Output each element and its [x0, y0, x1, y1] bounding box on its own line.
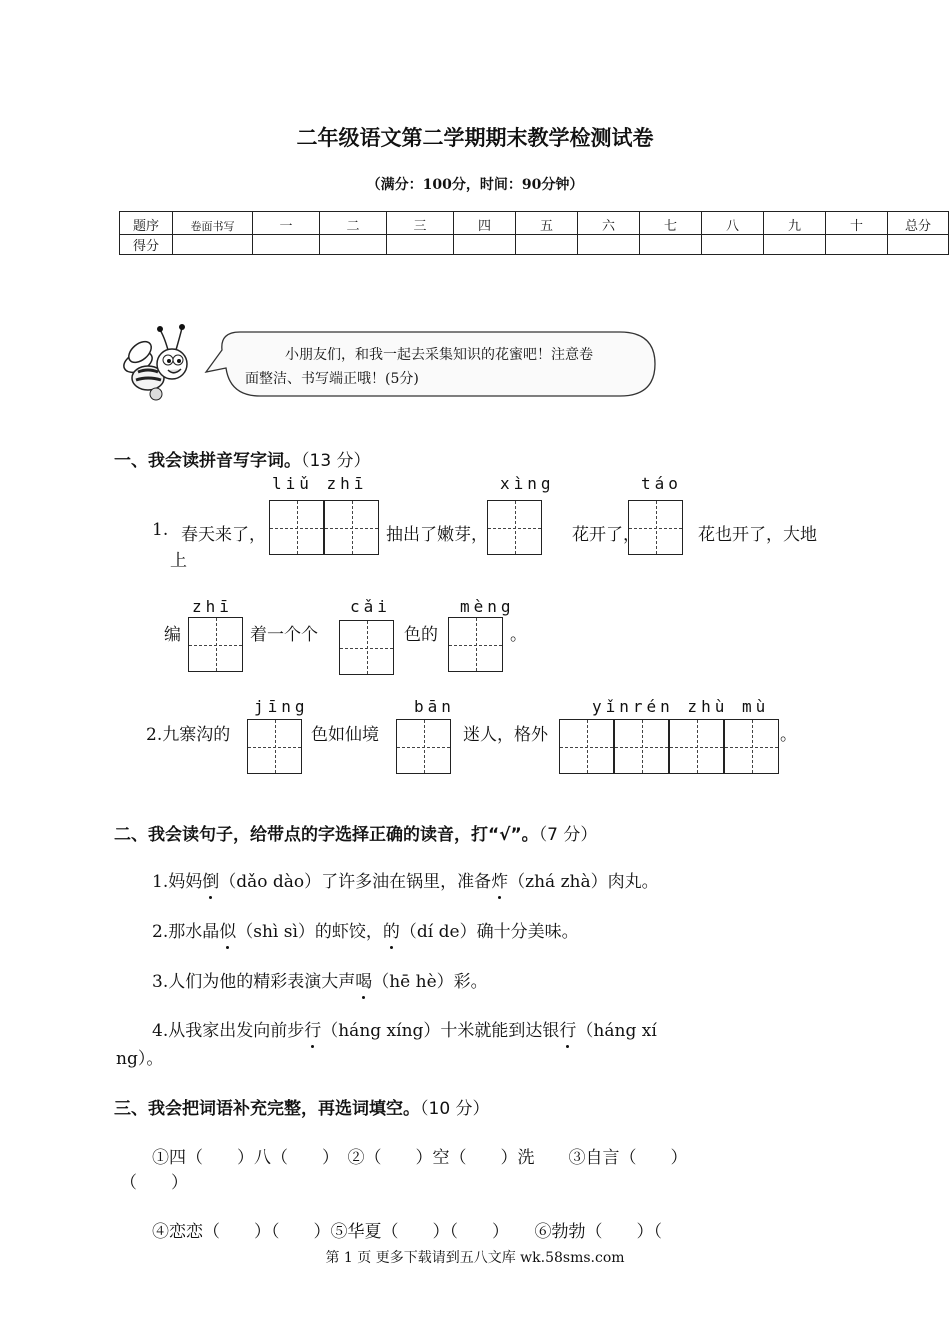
s2-q2-b: （shì sì）的虾饺，	[236, 922, 383, 942]
header-cell: 七	[640, 212, 702, 235]
score-cell[interactable]	[640, 235, 702, 255]
section3-title-text: 三、我会把词语补充完整，再选词填空。	[114, 1099, 420, 1119]
dotted-char: 行	[559, 1021, 577, 1041]
header-cell: 五	[516, 212, 578, 235]
header-cell: 三	[387, 212, 454, 235]
writing-box[interactable]	[628, 500, 683, 555]
bee-mascot-icon	[118, 322, 200, 404]
s2-q1-c: （zhá zhà）肉丸。	[508, 872, 659, 892]
s2-q1-a: 1.妈妈	[152, 872, 203, 892]
writing-box[interactable]	[669, 719, 724, 774]
s2-q1	[152, 867, 659, 892]
pinyin-xing: xìng	[500, 474, 555, 493]
writing-box[interactable]	[487, 500, 542, 555]
s2-q2-c: （dí de）确十分美味。	[399, 922, 579, 942]
writing-box[interactable]	[269, 500, 324, 555]
section2-title	[114, 820, 597, 845]
header-cell: 题序	[120, 212, 173, 235]
s2-q3	[152, 967, 488, 992]
s2-q4	[152, 1016, 657, 1041]
score-cell[interactable]	[320, 235, 387, 255]
writing-box[interactable]	[724, 719, 779, 774]
section2-title-text: 二、我会读句子，给带点的字选择正确的读音，打“√”。	[114, 825, 539, 845]
section3-title	[114, 1094, 490, 1119]
score-cell[interactable]	[578, 235, 640, 255]
s2-q4-line2: ng）。	[116, 1049, 164, 1069]
score-table-header-row	[120, 212, 949, 235]
q2-text-4: 。	[780, 725, 797, 745]
header-cell: 卷面书写	[173, 212, 253, 235]
score-cell[interactable]	[516, 235, 578, 255]
q1-text-8: 色的	[404, 625, 438, 645]
score-row-label: 得分	[120, 235, 173, 255]
s2-q4-a: 4.从我家出发向前步	[152, 1021, 305, 1041]
dotted-char: 的	[382, 922, 400, 942]
pinyin-liuzhi: liǔ zhī	[272, 474, 368, 493]
header-cell: 八	[702, 212, 764, 235]
dotted-char: 行	[304, 1021, 322, 1041]
writing-box[interactable]	[559, 719, 614, 774]
dotted-char: 炸	[491, 872, 509, 892]
s2-q4-c: （háng xí	[576, 1021, 657, 1041]
speech-bubble	[200, 328, 660, 400]
writing-box[interactable]	[396, 719, 451, 774]
writing-box[interactable]	[614, 719, 669, 774]
s3-row1b: （ ）	[120, 1173, 188, 1193]
header-cell: 十	[826, 212, 888, 235]
score-table	[119, 211, 949, 255]
writing-box[interactable]	[188, 617, 243, 672]
score-cell[interactable]	[253, 235, 320, 255]
q2-text-3: 迷人，格外	[463, 725, 548, 745]
score-cell[interactable]	[387, 235, 454, 255]
pinyin-jing: jīng	[254, 697, 309, 716]
pinyin-meng: mèng	[460, 597, 515, 616]
score-cell[interactable]	[173, 235, 253, 255]
page-title: 二年级语文第二学期期末教学检测试卷	[296, 125, 654, 150]
q1-text-3: 花开了，	[572, 525, 640, 545]
q1-number: 1.	[152, 520, 169, 540]
header-cell: 九	[764, 212, 826, 235]
pinyin-tao: táo	[641, 474, 682, 493]
s2-q4-b: （háng xíng）十米就能到达银	[321, 1021, 560, 1041]
dotted-char: 倒	[202, 872, 220, 892]
header-cell: 二	[320, 212, 387, 235]
s2-q3-b: （hē hè）彩。	[372, 972, 488, 992]
q1-text-7: 着一个个	[250, 625, 318, 645]
section3-points: （10 分）	[420, 1099, 490, 1119]
q1-text-1: 春天来了，	[181, 525, 266, 545]
section1-title	[114, 446, 371, 471]
q1-text-4: 花也开了，大地	[698, 525, 817, 545]
header-cell: 总分	[888, 212, 949, 235]
section1-title-text: 一、我会读拼音写字词。	[114, 451, 301, 471]
q1-text-9: 。	[510, 625, 527, 645]
pinyin-cai: cǎi	[350, 597, 391, 616]
q1-text-2: 抽出了嫩芽，	[386, 525, 488, 545]
header-cell: 四	[454, 212, 516, 235]
dotted-char: 喝	[355, 972, 373, 992]
dotted-char: 似	[219, 922, 237, 942]
score-cell[interactable]	[454, 235, 516, 255]
header-cell: 一	[253, 212, 320, 235]
q1-text-6: 编	[164, 625, 181, 645]
s3-row2: ④恋恋（ ）（ ）⑤华夏（ ）（ ） ⑥勃勃（ ）（	[152, 1222, 662, 1242]
q2-text-2: 色如仙境	[311, 725, 379, 745]
s2-q2-a: 2.那水晶	[152, 922, 220, 942]
section2-points: （7 分）	[538, 825, 598, 845]
s2-q1-b: （dǎo dào）了许多油在锅里，准备	[219, 872, 492, 892]
score-cell[interactable]	[826, 235, 888, 255]
s3-row1: ①四（ ）八（ ） ②（ ）空（ ）洗 ③自言（ ）	[152, 1148, 688, 1168]
pinyin-yinrenzhumu: yǐnrén zhù mù	[592, 697, 770, 716]
intro-line-2: 面整洁、书写端正哦！(5分)	[245, 371, 419, 387]
writing-box[interactable]	[339, 620, 394, 675]
score-cell[interactable]	[702, 235, 764, 255]
writing-box[interactable]	[324, 500, 379, 555]
s2-q2	[152, 917, 579, 942]
writing-box[interactable]	[247, 719, 302, 774]
page-subtitle: （满分：100分，时间：90分钟）	[366, 177, 584, 193]
header-cell: 六	[578, 212, 640, 235]
score-cell[interactable]	[764, 235, 826, 255]
pinyin-ban: bān	[414, 697, 455, 716]
q2-text-1: 2.九寨沟的	[146, 725, 231, 745]
intro-line-1: 小朋友们，和我一起去采集知识的花蜜吧！注意卷	[285, 347, 593, 363]
section1-points: （13 分）	[301, 451, 371, 471]
writing-box[interactable]	[448, 617, 503, 672]
score-table-score-row	[120, 235, 949, 255]
page-footer: 第 1 页 更多下载请到五八文库 wk.58sms.com	[325, 1250, 625, 1266]
score-cell[interactable]	[888, 235, 949, 255]
pinyin-zhi: zhī	[192, 597, 233, 616]
q1-text-5: 上	[170, 551, 187, 571]
s2-q3-a: 3.人们为他的精彩表演大声	[152, 972, 356, 992]
